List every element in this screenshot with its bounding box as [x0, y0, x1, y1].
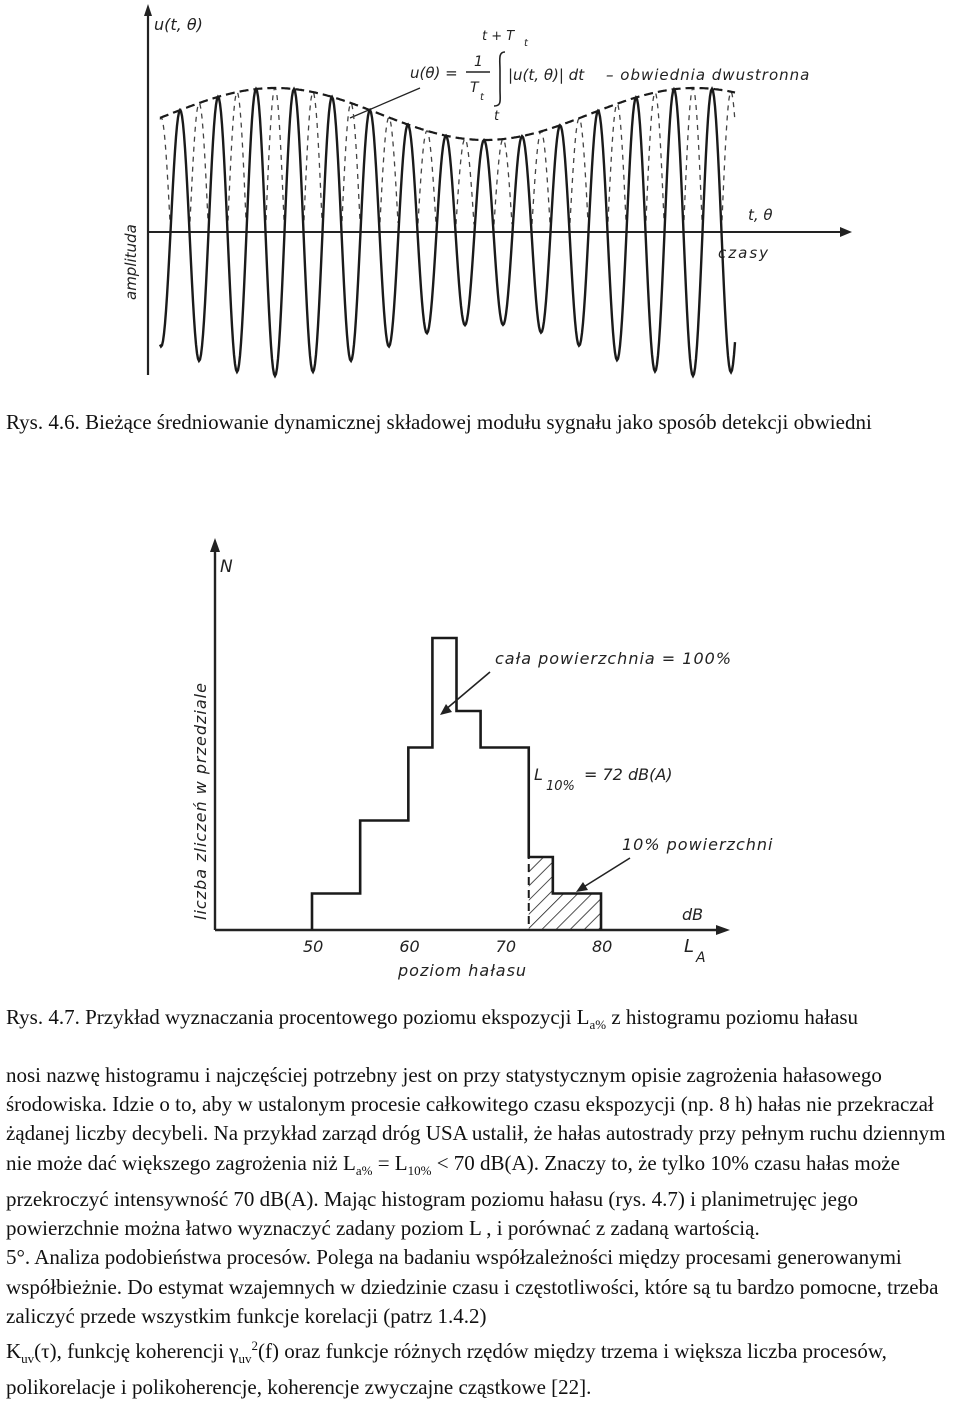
formula-frac-den: T [470, 80, 479, 96]
histogram-bar [336, 894, 360, 931]
y-axis-title: liczba zliczeń w przedziale [191, 682, 210, 920]
formula-pointer [350, 88, 420, 118]
gamma-sub: uv [238, 1351, 252, 1367]
histogram-bar [577, 894, 601, 931]
paragraph-histogram [6, 1061, 958, 1243]
text-p1: nosi nazwę histogramu i najczęściej potrzebny jest on przy statystycznym opisie zagrożenia hałasowego środowiska. Idzie o to, aby w ustalonym procesie całkowitego czasu ekspozycji (np. 8 h) hałas nie przekraczał żądanej liczby decybeli. Na przykład zarząd dróg USA ustalił, że hałas autostrady przy pełnym ruchu dziennym nie może dać większego zagrożenia niż [6, 1063, 946, 1175]
formula-frac-num: 1 [474, 54, 483, 70]
histogram-bar [553, 894, 577, 931]
mirrored-signal-dashed [160, 88, 735, 224]
amplitude-label: amplituda [122, 224, 140, 300]
histogram-bar [360, 821, 384, 931]
formula-upper-limit-sub: t [524, 38, 528, 49]
x-tick-label: 60 [399, 937, 420, 956]
gamma-sup: 2 [251, 1338, 258, 1354]
annotation-L10-sub: 10% [546, 779, 575, 794]
x-unit: dB [682, 905, 704, 924]
x-tick-label: 80 [592, 937, 613, 956]
L-sub-a: a% [355, 1162, 373, 1178]
x-axis-arrow [716, 925, 730, 935]
histogram-bar [432, 638, 456, 930]
figure-envelope-detection [0, 0, 960, 380]
x-title: poziom hałasu [398, 961, 528, 980]
L-symbol: L [343, 1150, 356, 1175]
caption-sub: a% [589, 1017, 607, 1033]
annotation-L10-main: L [534, 765, 543, 784]
annotation-10pct-area: 10% powierzchni [622, 835, 774, 854]
x-tick-label: 50 [303, 937, 324, 956]
formula-frac-den-sub: t [480, 92, 484, 103]
envelope-curve [160, 88, 735, 140]
formula-integrand: |u(t, θ)| dt [508, 66, 585, 84]
histogram-bar [529, 857, 553, 930]
y-axis-arrow [210, 538, 220, 552]
formula-lhs: u(θ) = [410, 64, 458, 82]
x-symbol-sub: A [696, 950, 706, 966]
figure-4-7-caption [6, 1003, 954, 1039]
x-axis-label: t, θ [748, 206, 773, 224]
formula-upper-limit: t + T [482, 29, 515, 44]
y-axis-arrow [144, 4, 152, 16]
histogram-bar [505, 748, 529, 931]
caption-suffix: z histogramu poziomu hałasu [606, 1005, 859, 1029]
histogram-bar [408, 748, 432, 931]
dashed-half-wave [160, 88, 735, 224]
y-axis-label: u(t, θ) [154, 15, 203, 34]
figure-4-6-caption: Rys. 4.6. Bieżące średniowanie dynamicznej składowej modułu sygnału jako sposób detekcji obwiedni [6, 410, 872, 434]
paragraph-similarity [6, 1243, 958, 1402]
y-axis-letter: N [220, 557, 233, 577]
eq-text: = L [372, 1150, 408, 1175]
x-axis-desc: czasy [718, 244, 771, 262]
caption-prefix: Rys. 4.7. Przykład wyznaczania procentowego poziomu ekspozycji L [6, 1005, 590, 1029]
text-p2: < 70 dB(A). Znaczy to, że tylko 10% czasu hałas może przekroczyć intensywność 70 dB(A). Mając histogram poziomu hałasu (rys. 4.7) i planimetrujęc jego powierzchnie można łatwo wyznaczyć zadany poziom L , i porównać z zadaną wartością. [6, 1150, 900, 1241]
integral-sign [494, 52, 505, 106]
K-sub: uv [21, 1351, 35, 1367]
formula-lower-limit: t [494, 109, 500, 124]
x-tick-label: 70 [495, 937, 517, 956]
K-arg: (τ), funkcję koherencji γ [34, 1339, 239, 1364]
L-sub-10: 10% [407, 1162, 432, 1178]
figure-noise-histogram [0, 520, 960, 1000]
formula-desc: – obwiednia dwustronna [606, 66, 811, 84]
x-tick-labels [303, 937, 612, 956]
envelope-formula [350, 29, 810, 124]
annotation-L10-value: = 72 dB(A) [584, 765, 673, 784]
histogram-bar [481, 748, 505, 931]
x-axis-arrow [840, 227, 852, 237]
x-symbol: L [684, 936, 695, 957]
histogram-bar [312, 894, 336, 931]
body-text [6, 1061, 958, 1403]
annotation-total-area: cała powierzchnia = 100% [495, 649, 733, 668]
histogram-bar [384, 821, 408, 931]
text-p4: (f) oraz funkcje różnych rzędów między trzema i większa liczba procesów, polikorelacje i polikoherencje, koherencje zwyczajne cząstkowe [22]. [6, 1339, 887, 1400]
K-symbol: K [6, 1339, 22, 1364]
text-p3: 5°. Analiza podobieństwa procesów. Polega na badaniu współzależności między procesami generowanymi współbieżnie. Do estymat wzajemnych w dziedzinie czasu i częstotliwości, które są tu bardzo pomocne, trzeba zaliczyć przede wszystkim funkcje korelacji (patrz 1.4.2) [6, 1245, 939, 1328]
histogram-bar [457, 711, 481, 930]
